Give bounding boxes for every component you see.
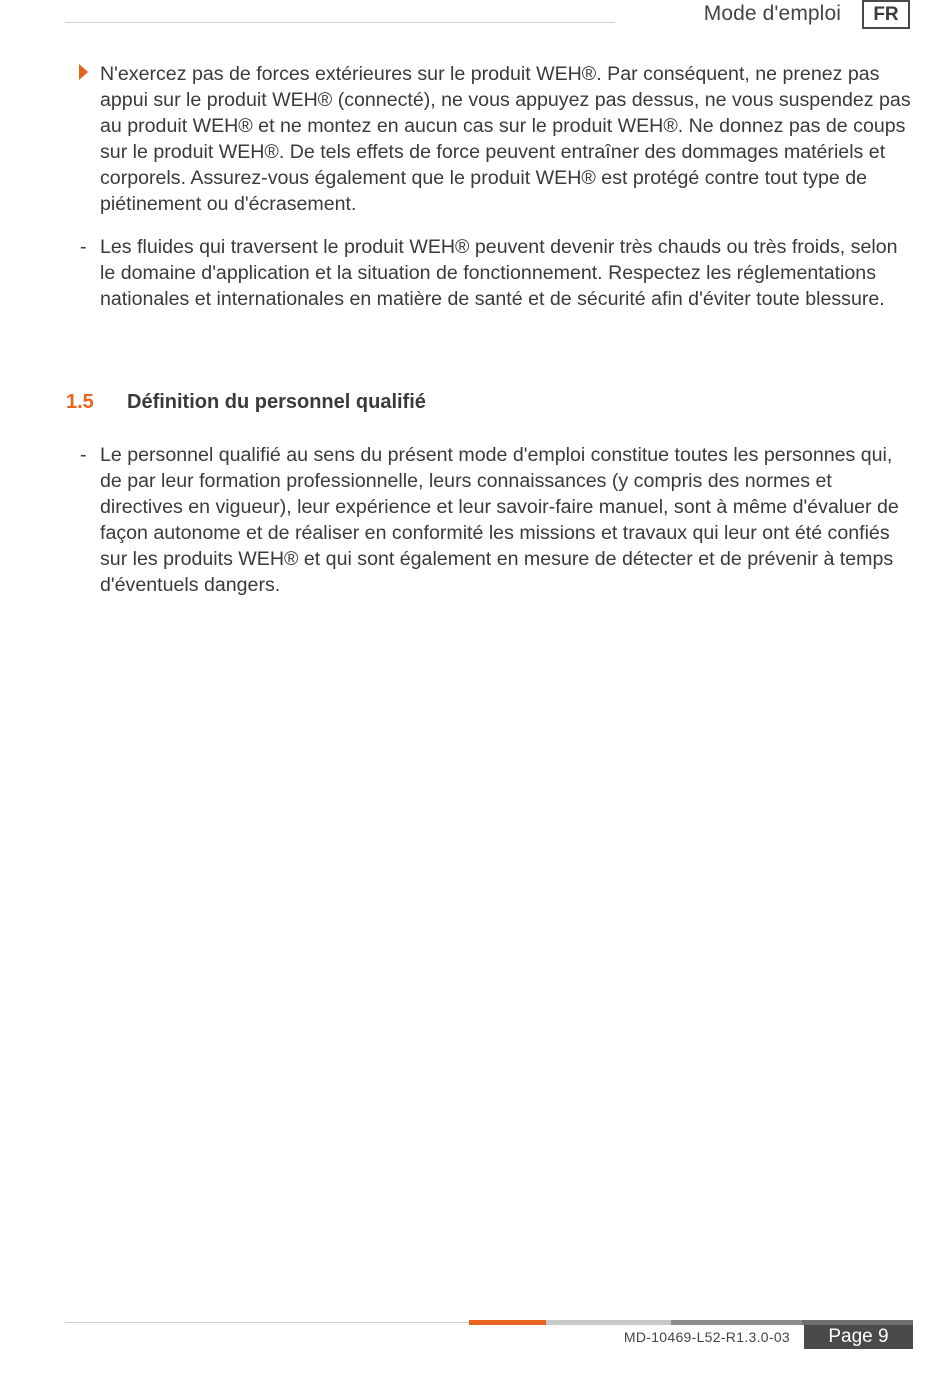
section-title: Définition du personnel qualifié (127, 391, 426, 413)
language-badge: FR (862, 0, 910, 29)
page-number-box: Page 9 (804, 1325, 913, 1349)
footer-color-bar-orange (469, 1320, 546, 1325)
orange-triangle-bullet-icon (79, 64, 88, 80)
footer-color-bar-light-gray (546, 1320, 671, 1325)
warning-paragraph-external-forces: N'exercez pas de forces extérieures sur le produit WEH®. Par conséquent, ne prenez pas appui sur le produit WEH® (connecté), ne vous appuyez pas dessus, ne vous suspendez pas au produit WEH® et ne montez en aucun cas sur le produit WEH®. Ne donnez pas de coups sur le produit WEH®. De tels effets de force peuvent entraîner des dommages matériels et corporels. Assurez-vous également que le produit WEH® est protégé contre tout type de piétinement ou d'écrasement. (100, 63, 911, 215)
document-type-label: Mode d'emploi (703, 2, 841, 25)
qualified-personnel-paragraph: Le personnel qualifié au sens du présent mode d'emploi constitue toutes les personnes qui, de par leur formation professionnelle, leurs connaissances (y compris des normes et directives en vigueur), leur expérience et leur savoir-faire manuel, sont à même d'évaluer de façon autonome et de réaliser en conformité les missions et travaux qui leur ont été confiés sur les produits WEH® et qui sont également en mesure de détecter et de prévenir à temps d'éventuels dangers. (100, 444, 899, 596)
footer-rule (65, 1322, 470, 1323)
footer-color-bar-gray (671, 1320, 802, 1325)
dash-bullet: - (80, 236, 87, 258)
document-code: MD-10469-L52-R1.3.0-03 (623, 1329, 790, 1345)
dash-bullet: - (80, 444, 87, 466)
section-number: 1.5 (66, 391, 94, 413)
warning-paragraph-fluids-temperature: Les fluides qui traversent le produit WEH® peuvent devenir très chauds ou très froids, selon le domaine d'application et la situation de fonctionnement. Respectez les réglementations nationales et internationales en matière de santé et de sécurité afin d'éviter toute blessure. (100, 236, 898, 310)
header-rule (65, 22, 615, 23)
